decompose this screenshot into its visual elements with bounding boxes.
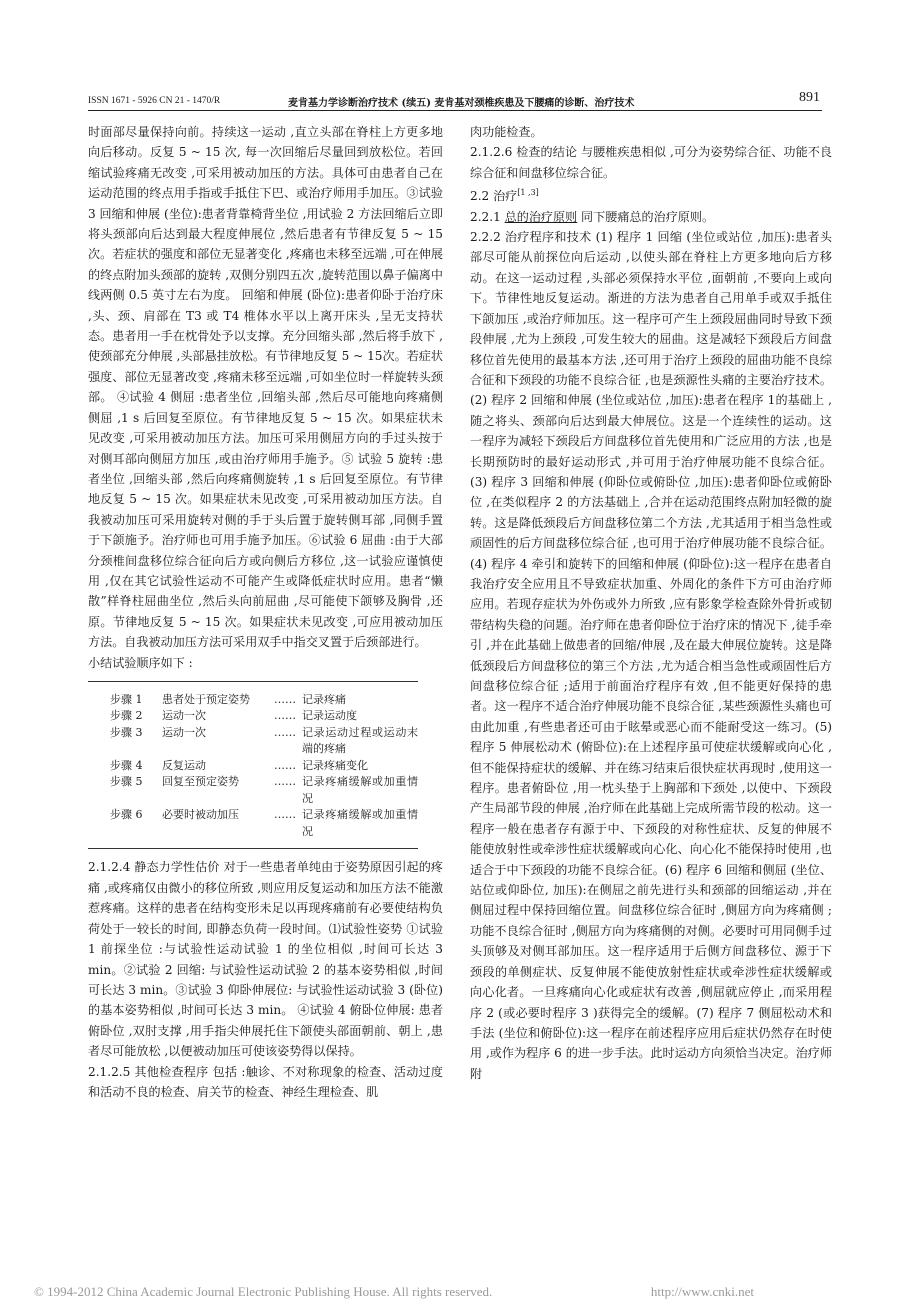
body-paragraph: 时面部尽量保持向前。持续这一运动 ,直立头部在脊柱上方更多地向后移动。反复 5 ~ 15 次, 每一次回缩后尽量回到放松位。若回缩试验疼痛无改变 ,可采用被动加压的方法。具体可由患者自己在运动范围的终点用手指或手抵住下巴、或治疗师用手加压。③试验 3 回缩和伸展 (坐位):患者背靠椅背坐位 ,用试验 2 方法回缩后立即将头颈部向后达到最大程度伸展位 ,然后患者有节律反复 5 ~ 15 次。若症状的强度和部位无显著变化 ,疼痛也未移至远端 ,可在伸展的终点附加头颈部的旋转 ,双侧分别四五次 ,旋转范围以鼻子偏离中线两侧 0.5 英寸左右为度。 回缩和伸展 (卧位):患者仰卧于治疗床 ,头、颈、肩部在 T3 或 T4 椎体水平以上离开床头 ,呈无支持状态。患者用一手在枕骨处予以支撑。充分回缩头部 ,然后将手放下 ,使颈部充分伸展 ,头部悬挂放松。有节律地反复 5 ~ 15次。若症状强度、部位无显著改变 ,疼痛未移至远端 ,可如坐位时一样旋转头颈部。 ④试验 4 侧屈 :患者坐位 ,回缩头部 ,然后尽可能地向疼痛侧侧屈 ,1 s 后回复至原位。有节律地反复 5 ~ 15 次。如果症状未见改变 ,可采用被动加压方法。加压可采用侧屈方向的手过头按于对侧耳部向侧屈方加压 ,或由治疗师用手施予。⑤ 试验 5 旋转 :患者坐位 ,回缩头部 ,然后向疼痛侧旋转 ,1 s 后回复至原位。有节律地反复 5 ~ 15 次。如果症状未见改变 ,可采用被动加压方法。自我被动加压可采用旋转对侧的手于头后置于旋转侧耳部 ,同侧手置于下颌施予。治疗师也可用手施予加压。⑥试验 6 屈曲 :由于大部分颈椎间盘移位综合征向后方或向侧后方移位 ,这一试验应谨慎使用 ,仅在其它试验性运动不可能产生或降低症状时应用。患者“懒散”样脊柱屈曲坐位 ,然后头向前屈曲 ,尽可能使下颌够及胸骨 ,还原。节律地反复 5 ~ 15 次。如果症状未见改变 ,可应用被动加压方法。自我被动加压方法可采用双手中指交叉置于后颈部进行。 (88, 125, 443, 650)
section-subtitle: 总的治疗原则 (504, 209, 578, 224)
step-row (88, 807, 418, 849)
step-result: 记录疼痛缓解或加重情况 (302, 808, 418, 838)
body-paragraph: 肉功能检查。 (470, 125, 543, 139)
step-dots: …… (274, 692, 296, 706)
section-2-1-2-4: 2.1.2.4 静态力学性估价 对于一些患者单纯由于姿势原因引起的疼痛 ,或疼痛仅由微小的移位所致 ,则应用反复运动和加压方法不能激惹疼痛。这样的患者在结构变形未足以再现疼痛前有必要使结构负荷处于一较长的时间, 即静态负荷一段时间。⑴试验性姿势 ①试验 1 前探坐位 :与试验性运动试验 1 的坐位相似 ,时间可长达 3 min。②试验 2 回缩: 与试验性运动试验 2 的基本姿势相似 ,时间可长达 3 min。③试验 3 仰卧伸展位: 与试验性运动试验 3 (卧位) 的基本姿势相似 ,时间可长达 3 min。 ④试验 4 俯卧位伸展: 患者俯卧位 ,双肘支撑 ,用手指尖伸展托住下颌使头部面朝前、朝上 ,患者尽可能放松 ,以便被动加压可使该姿势得以保持。 (88, 860, 443, 1059)
copyright-notice: © 1994-2012 China Academic Journal Electronic Publishing House. All rights reserved. (34, 1284, 493, 1299)
step-action: 必要时被动加压 (162, 808, 239, 822)
step-row (88, 708, 418, 725)
right-column (470, 122, 832, 1084)
step-row (88, 681, 418, 708)
section-2-1-2-6: 2.1.2.6 检查的结论 与腰椎疾患相似 ,可分为姿势综合征、功能不良综合征和间盘移位综合征。 (470, 145, 832, 180)
step-action: 运动一次 (162, 709, 206, 723)
step-dots: …… (274, 775, 296, 789)
journal-issn: ISSN 1671 - 5926 CN 21 - 1470/R (88, 96, 221, 106)
step-result: 记录运动过程或运动末端的疼痛 (302, 725, 418, 756)
step-result: 记录疼痛缓解或加重情况 (302, 775, 418, 805)
summary-title: 小结试验顺序如下 : (88, 655, 193, 670)
running-title: 麦肯基力学诊断治疗技术 (续五) 麦肯基对颈椎疾患及下腰痛的诊断、治疗技术 (288, 98, 635, 109)
step-result: 记录疼痛变化 (302, 758, 368, 772)
step-no: 步骤 1 (110, 692, 143, 706)
heading-text: 2.2 治疗 (470, 189, 518, 204)
step-row (88, 725, 418, 758)
section-text: 同下腰痛总的治疗原则。 (577, 209, 715, 224)
step-dots: …… (274, 709, 296, 723)
page-number: 891 (799, 90, 820, 105)
step-action: 反复运动 (162, 758, 206, 772)
citation-ref: [1 ,3] (517, 188, 539, 198)
step-no: 步骤 2 (110, 709, 143, 723)
step-dots: …… (274, 808, 296, 822)
step-dots: …… (274, 758, 296, 772)
step-no: 步骤 3 (110, 725, 143, 739)
step-action: 回复至预定姿势 (162, 775, 239, 789)
step-dots: …… (274, 725, 296, 739)
step-no: 步骤 5 (110, 775, 143, 789)
step-result: 记录运动度 (302, 709, 357, 723)
section-2-2-2: 2.2.2 治疗程序和技术 (1) 程序 1 回缩 (坐位或站位 ,加压):患者头部尽可能从前探位向后运动 ,以使头部在脊柱上方更多地向后方移动。在这一运动过程 ,头部必须保持水平位 ,面朝前 ,不要向上或向下。节律性地反复运动。渐进的方法为患者自己用单手或双手抵住下颌加压 ,或治疗师加压。这一程序可产生上颈段屈曲同时导致下颈段伸展 ,尤为上颈段 ,可发生较大的屈曲。这是减轻下颈段后方间盘移位首先使用的最基本方法 ,还可用于治疗上颈段的屈曲功能不良综合征和下颈段的功能不良综合征 ,也是颈源性头痛的主要治疗技术。(2) 程序 2 回缩和伸展 (坐位或站位 ,加压):患者在程序 1的基础上 ,随之将头、颈部向后达到最大伸展位。这是一个连续性的运动。这一程序为减轻下颈段后方间盘移位首先使用和广泛应用的方法 ,也是长期预防时的最好运动形式 ,并可用于治疗伸展功能不良综合征。(3) 程序 3 回缩和伸展 (仰卧位或俯卧位 ,加压):患者仰卧位或俯卧位 ,在类似程序 2 的方法基础上 ,合并在运动范围终点附加轻微的旋转。这是降低颈段后方间盘移位第二个方法 ,尤其适用于相当急性或顽固性的后方间盘移位综合征 ,也可用于治疗伸展功能不良综合征。(4) 程序 4 牵引和旋转下的回缩和伸展 (仰卧位):这一程序在患者自我治疗安全应用且不导致症状加重、外周化的条件下方可由治疗师应用。若现存症状为外伤或外力所致 ,应有影象学检查除外骨折或韧带结构失稳的问题。治疗师在患者仰卧位于治疗床的情况下 ,徒手牵引 ,并在此基础上做患者的回缩/伸展 ,及在最大伸展位旋转。这是降低颈段后方间盘移位的第三个方法 ,尤为适合相当急性或顽固性后方间盘移位综合征 ;适用于前面治疗程序有效 ,但不能更好保持的患者。这一程序不适合治疗伸展功能不良综合征 ,某些颈源性头痛也可由此加重 ,有些患者还可由于眩晕或恶心而不能耐受这一练习。(5)程序 5 伸展松动术 (俯卧位):在上述程序虽可使症状缓解或向心化 ,但不能保持症状的缓解、并在练习结束后很快症状再现时 ,使用这一程序。患者俯卧位 ,用一枕头垫于上胸部和下颈处 ,以使中、下颈段产生局部节段的伸展 ,治疗师在此基础上完成所需节段的松动。这一程序一般在患者存有源于中、下颈段的对称性症状、反复的伸展不能使放射性或牵涉性症状缓解或向心化、向心化不能保持时使用 ,也适合于中下颈段的功能不良综合征。(6) 程序 6 回缩和侧屈 (坐位、站位或仰卧位, 加压):在侧屈之前先进行头和颈部的回缩运动 ,并在侧屈过程中保持回缩位置。间盘移位综合征时 ,侧屈方向为疼痛侧 ;功能不良综合征时 ,侧屈方向为疼痛侧的对侧。必要时可用同侧手过头顶够及对侧耳部加压。这一程序适用于后侧方间盘移位、源于下颈段的单侧症状、反复伸展不能使放射性症状或牵涉性症状缓解或向心化者。一旦疼痛向心化或症状有改善 ,侧屈就应停止 ,而采用程序 2 (或必要时程序 3 )获得完全的缓解。(7) 程序 7 侧屈松动术和手法 (坐位和俯卧位):这一程序在前述程序应用后症状仍然存在时使用 ,或作为程序 6 的进一步手法。此时运动方向须恰当决定。治疗师附 (470, 230, 832, 1081)
steps-table (88, 681, 418, 850)
footer (34, 1284, 914, 1300)
step-row (88, 774, 418, 807)
step-action: 运动一次 (162, 725, 206, 739)
left-column (88, 122, 443, 1102)
step-no: 步骤 6 (110, 808, 143, 822)
step-no: 步骤 4 (110, 758, 143, 772)
section-2-1-2-5: 2.1.2.5 其他检查程序 包括 :触诊、不对称现象的检查、活动过度和活动不良的检查、肩关节的检查、神经生理检查、肌 (88, 1064, 443, 1099)
step-action: 患者处于预定姿势 (162, 692, 250, 706)
footer-url: http://www.cnki.net (650, 1284, 754, 1299)
step-result: 记录疼痛 (302, 692, 346, 706)
section-heading-2-2 (470, 183, 832, 206)
running-header (88, 92, 822, 111)
step-row (88, 758, 418, 775)
section-number: 2.2.1 (470, 209, 505, 224)
section-2-2-1 (470, 207, 832, 227)
